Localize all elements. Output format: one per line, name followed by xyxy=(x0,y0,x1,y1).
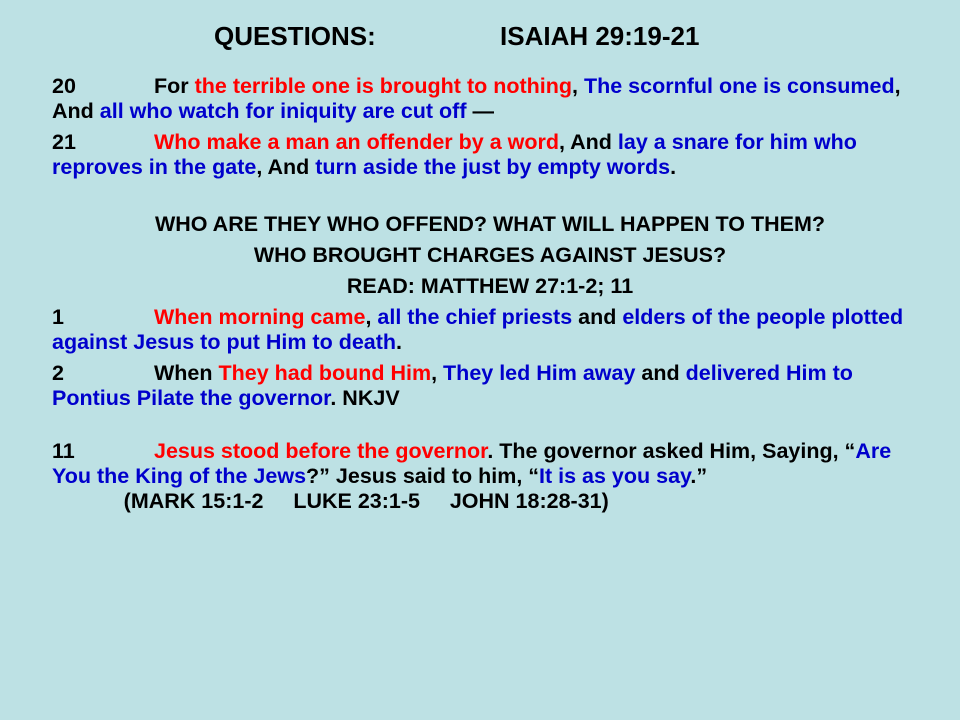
verse-number: 11 xyxy=(52,439,75,463)
verse-text-segment: , And xyxy=(558,130,618,154)
verse-text-segment: Are You the King of the Jews xyxy=(52,439,892,488)
verse-number: 20 xyxy=(52,74,76,98)
verse-text-segment: elders of the people xyxy=(622,305,826,329)
verse-text-segment: turn aside the just by empty words xyxy=(315,155,671,179)
slide-content xyxy=(52,74,920,520)
verse-text-segment: It is as you say xyxy=(539,464,691,488)
title-reference: ISAIAH 29:19-21 xyxy=(500,21,700,51)
verse-text-segment: and xyxy=(572,305,623,329)
read-line: READ: MATTHEW 27:1-2; 11 xyxy=(346,274,634,298)
cross-references: (MARK 15:1-2 LUKE 23:1-5 JOHN 18:28-31) xyxy=(52,489,609,513)
verse-text-segment: , And xyxy=(52,74,901,123)
verse-text-segment: . NKJV xyxy=(330,386,400,410)
verse-text-segment: They had bound Him xyxy=(218,361,432,385)
title-questions: QUESTIONS: xyxy=(214,21,376,51)
verse-text-segment: . xyxy=(396,330,403,354)
verse-text-segment: ?” Jesus said to him, “ xyxy=(306,464,540,488)
verse-number: 21 xyxy=(52,130,76,154)
verse-number: 2 xyxy=(52,361,64,385)
verse-text-segment: . xyxy=(670,155,677,179)
verse-11 xyxy=(52,439,920,514)
verse-text-segment: lay a snare for him who reproves in the gate xyxy=(52,130,857,179)
question-line-2: WHO BROUGHT CHARGES AGAINST JESUS? xyxy=(253,243,727,267)
question-line-1: WHO ARE THEY WHO OFFEND? WHAT WILL HAPPEN TO THEM? xyxy=(154,212,826,236)
verse-1 xyxy=(52,305,920,355)
verse-21 xyxy=(52,130,920,180)
verse-text-segment: the terrible one is brought to nothing xyxy=(194,74,573,98)
verse-text-segment: , xyxy=(431,361,444,385)
verse-text-segment: Jesus stood before the governor xyxy=(153,439,488,463)
verse-text-segment: plotted against Jesus to put Him to death xyxy=(52,305,904,354)
spacer xyxy=(52,417,920,439)
verse-text-segment: all the chief priests xyxy=(377,305,573,329)
spacer xyxy=(52,186,920,212)
verse-text-segment: delivered Him to Pontius Pilate the governor xyxy=(52,361,853,410)
verse-text-segment: Who make a man an offender by a word xyxy=(153,130,559,154)
verse-text-segment: When xyxy=(153,361,219,385)
verse-text-segment: For xyxy=(153,74,195,98)
verse-text-segment: , xyxy=(365,305,378,329)
verse-text-segment: , And xyxy=(256,155,316,179)
verse-20 xyxy=(52,74,920,124)
verse-text-segment: The scornful one is consumed xyxy=(583,74,895,98)
verse-text-segment: . The governor asked Him, Saying, “ xyxy=(487,439,856,463)
verse-text-segment: When morning came xyxy=(153,305,366,329)
verse-2 xyxy=(52,361,920,411)
verse-text-segment: — xyxy=(466,99,494,123)
verse-number: 1 xyxy=(52,305,64,329)
verse-text-segment: and xyxy=(635,361,686,385)
verse-text-segment: They led Him away xyxy=(443,361,636,385)
verse-text-segment: , xyxy=(572,74,584,98)
verse-text-segment: .” xyxy=(690,464,708,488)
verse-text-segment: all who watch for iniquity are cut off xyxy=(99,99,467,123)
